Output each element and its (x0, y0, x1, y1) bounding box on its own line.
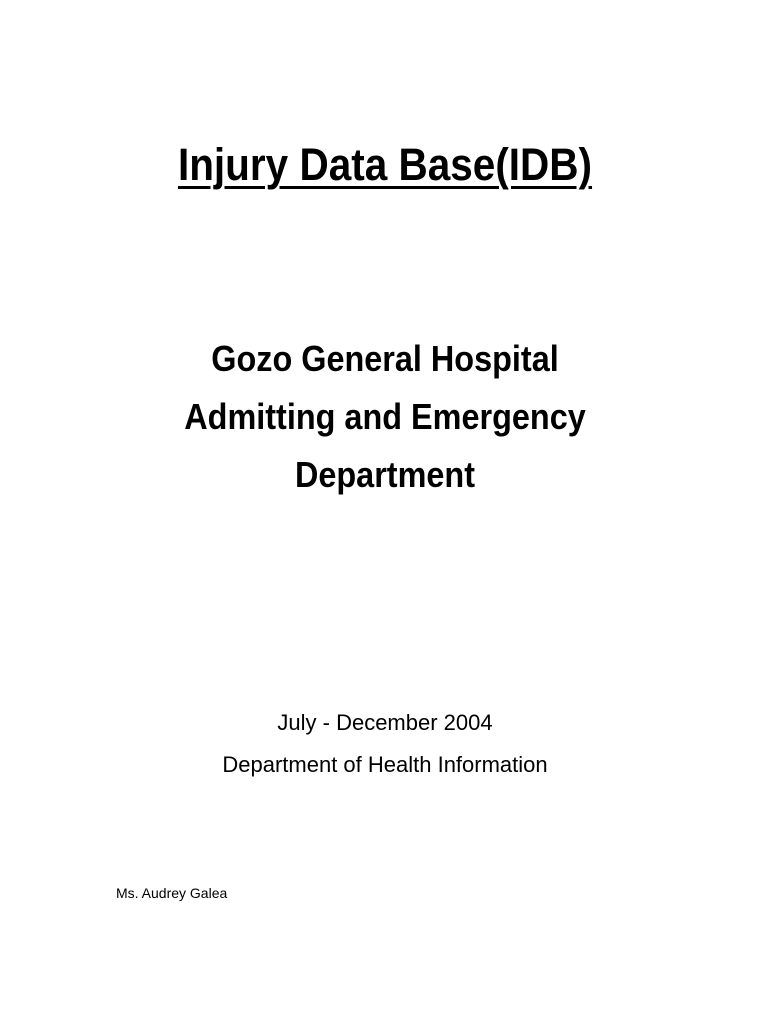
department-name-line-2: Department (294, 454, 476, 495)
page-title: Injury Data Base(IDB) (177, 139, 593, 190)
author-name: Ms. Audrey Galea (116, 885, 228, 901)
report-info (0, 702, 770, 786)
hospital-name: Gozo General Hospital (211, 338, 559, 379)
report-period: July - December 2004 (277, 710, 493, 735)
department-name-line-1: Admitting and Emergency (184, 396, 586, 437)
issuing-department: Department of Health Information (222, 752, 548, 777)
hospital-heading (39, 330, 732, 504)
